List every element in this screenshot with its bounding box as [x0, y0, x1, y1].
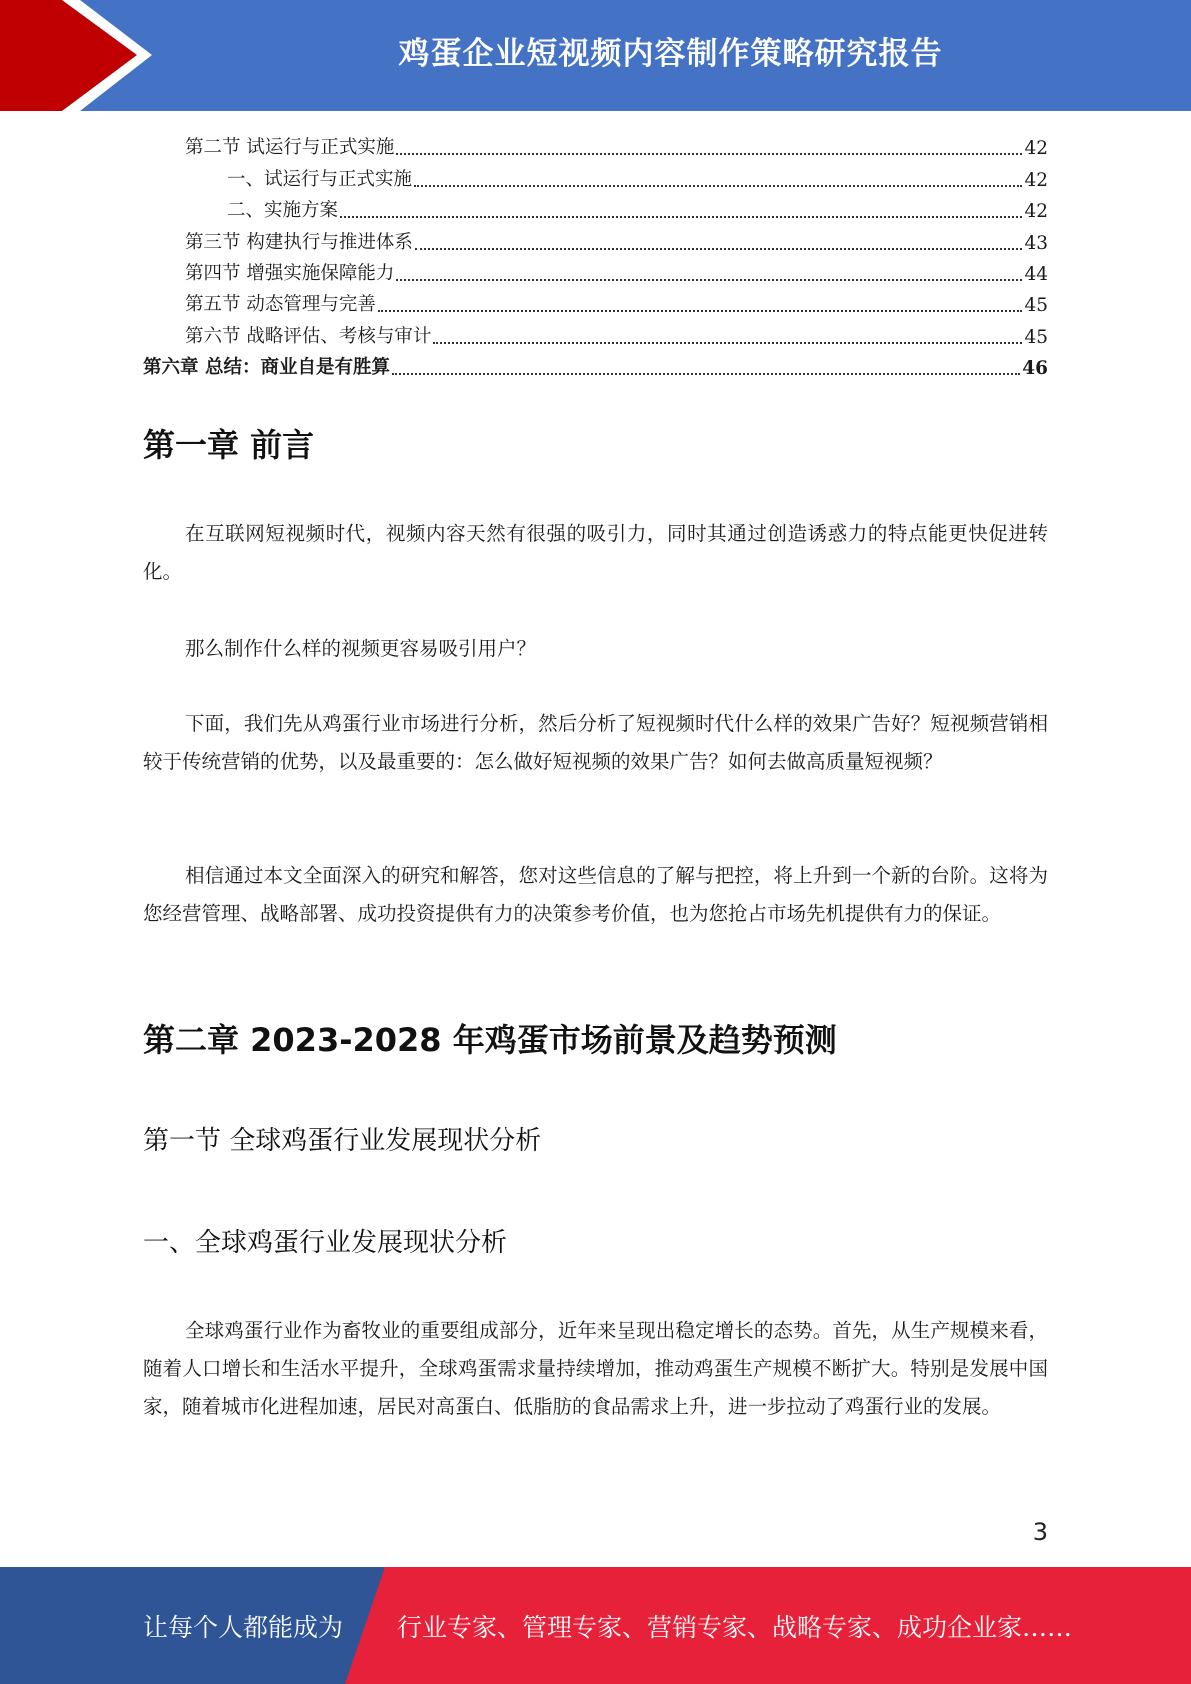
toc-leader-dots [433, 341, 1022, 344]
toc-entry-label: 第六节 战略评估、考核与审计 [185, 325, 432, 347]
toc-entry-page: 43 [1024, 232, 1048, 254]
table-of-contents [143, 128, 1048, 379]
page-footer [0, 1567, 1191, 1684]
paragraph: 下面，我们先从鸡蛋行业市场进行分析，然后分析了短视频时代什么样的效果广告好？短视频营销相较于传统营销的优势，以及最重要的：怎么做好短视频的效果广告？如何去做高质量短视频？ [143, 712, 1048, 773]
footer-slogan-left: 让每个人都能成为 [143, 1612, 344, 1642]
toc-entry-label: 第六章 总结：商业自是有胜算 [143, 357, 390, 379]
toc-entry-page: 42 [1024, 169, 1048, 191]
paragraph: 相信通过本文全面深入的研究和解答，您对这些信息的了解与把控，将上升到一个新的台阶。这将为您经营管理、战略部署、成功投资提供有力的决策参考价值，也为您抢占市场先机提供有力的保证。 [143, 864, 1048, 925]
paragraph: 在互联网短视频时代，视频内容天然有很强的吸引力，同时其通过创造诱惑力的特点能更快促进转化。 [143, 522, 1048, 583]
toc-leader-dots [414, 184, 1022, 187]
toc-leader-dots [415, 247, 1023, 250]
toc-leader-dots [392, 372, 1020, 375]
chapter-2-heading: 第二章 2023-2028 年鸡蛋市场前景及趋势预测 [143, 1021, 837, 1059]
chapter-1-heading: 第一章 前言 [143, 426, 315, 464]
report-title: 鸡蛋企业短视频内容制作策略研究报告 [398, 35, 943, 72]
toc-leader-dots [396, 152, 1022, 155]
toc-entry-label: 第五节 动态管理与完善 [185, 294, 376, 316]
toc-entry-label: 第二节 试运行与正式实施 [185, 137, 395, 159]
header-arrow-decoration [0, 0, 160, 111]
toc-leader-dots [378, 309, 1023, 312]
toc-entry[interactable] [143, 254, 1048, 285]
page-header [0, 0, 1191, 111]
toc-entry-page: 46 [1022, 358, 1048, 380]
subsection-heading: 一、全球鸡蛋行业发展现状分析 [143, 1228, 508, 1258]
toc-entry[interactable] [143, 159, 1048, 190]
toc-entry[interactable] [143, 316, 1048, 347]
toc-entry-label: 一、试运行与正式实施 [227, 168, 413, 190]
footer-slogan-right: 行业专家、管理专家、营销专家、战略专家、成功企业家…… [397, 1612, 1073, 1642]
toc-entry-page: 42 [1024, 201, 1048, 223]
toc-entry-label: 二、实施方案 [227, 200, 339, 222]
toc-entry[interactable] [143, 191, 1048, 222]
toc-leader-dots [396, 278, 1022, 281]
toc-leader-dots [340, 215, 1022, 218]
paragraph: 全球鸡蛋行业作为畜牧业的重要组成部分，近年来呈现出稳定增长的态势。首先，从生产规模来看，随着人口增长和生活水平提升，全球鸡蛋需求量持续增加，推动鸡蛋生产规模不断扩大。特别是发展中国家，随着城市化进程加速，居民对高蛋白、低脂肪的食品需求上升，进一步拉动了鸡蛋行业的发展。 [143, 1319, 1048, 1418]
toc-entry-page: 42 [1024, 138, 1048, 160]
page-number: 3 [1032, 1518, 1048, 1546]
toc-entry-label: 第四节 增强实施保障能力 [185, 262, 395, 284]
toc-entry-chapter[interactable] [143, 348, 1048, 379]
paragraph: 那么制作什么样的视频更容易吸引用户？ [185, 637, 537, 660]
toc-entry[interactable] [143, 222, 1048, 253]
section-heading: 第一节 全球鸡蛋行业发展现状分析 [143, 1126, 542, 1156]
toc-entry-page: 45 [1024, 295, 1048, 317]
toc-entry[interactable] [143, 128, 1048, 159]
toc-entry[interactable] [143, 285, 1048, 316]
toc-entry-label: 第三节 构建执行与推进体系 [185, 231, 413, 253]
toc-entry-page: 45 [1024, 326, 1048, 348]
toc-entry-page: 44 [1024, 263, 1048, 285]
